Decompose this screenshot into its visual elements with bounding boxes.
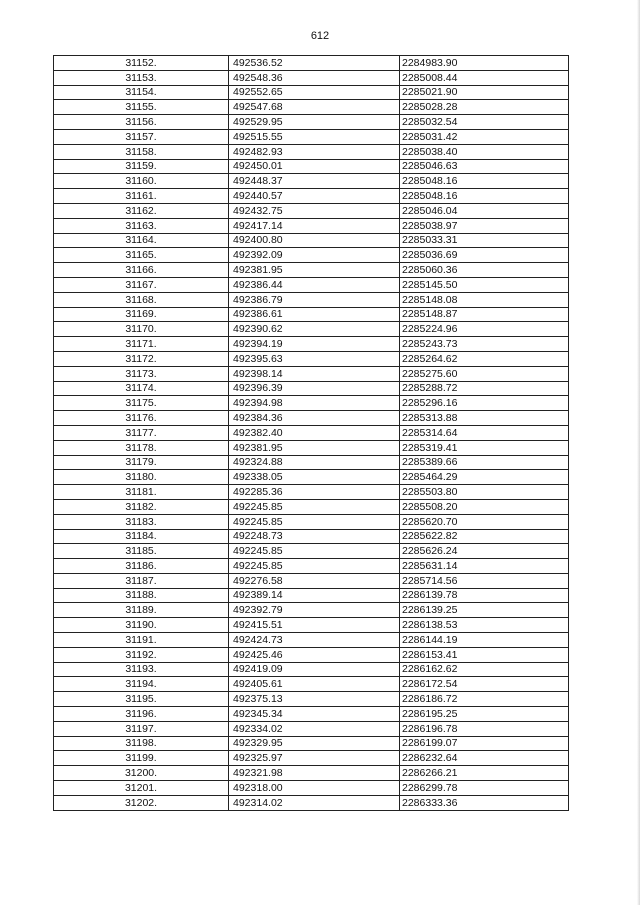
- y-coordinate-cell: 2285046.63: [400, 159, 569, 174]
- table-row: [54, 795, 569, 810]
- x-coordinate-cell: 492321.98: [229, 766, 400, 781]
- point-number-cell: 31171.: [54, 337, 229, 352]
- point-number-cell: 31169.: [54, 307, 229, 322]
- table-row: [54, 485, 569, 500]
- x-coordinate-cell: 492552.65: [229, 85, 400, 100]
- table-row: [54, 233, 569, 248]
- y-coordinate-cell: 2285031.42: [400, 129, 569, 144]
- x-coordinate-cell: 492314.02: [229, 795, 400, 810]
- x-coordinate-cell: 492248.73: [229, 529, 400, 544]
- point-number-cell: 31179.: [54, 455, 229, 470]
- table-row: [54, 618, 569, 633]
- y-coordinate-cell: 2285389.66: [400, 455, 569, 470]
- table-row: [54, 203, 569, 218]
- y-coordinate-cell: 2285631.14: [400, 559, 569, 574]
- y-coordinate-cell: 2285622.82: [400, 529, 569, 544]
- x-coordinate-cell: 492425.46: [229, 647, 400, 662]
- table-row: [54, 218, 569, 233]
- point-number-cell: 31154.: [54, 85, 229, 100]
- table-row: [54, 381, 569, 396]
- y-coordinate-cell: 2285060.36: [400, 263, 569, 278]
- table-row: [54, 751, 569, 766]
- table-row: [54, 692, 569, 707]
- point-number-cell: 31162.: [54, 203, 229, 218]
- table-row: [54, 411, 569, 426]
- table-row: [54, 159, 569, 174]
- y-coordinate-cell: 2285145.50: [400, 277, 569, 292]
- y-coordinate-cell: 2285148.08: [400, 292, 569, 307]
- x-coordinate-cell: 492394.19: [229, 337, 400, 352]
- table-row: [54, 174, 569, 189]
- x-coordinate-cell: 492450.01: [229, 159, 400, 174]
- point-number-cell: 31156.: [54, 115, 229, 130]
- point-number-cell: 31191.: [54, 633, 229, 648]
- y-coordinate-cell: 2285313.88: [400, 411, 569, 426]
- table-row: [54, 544, 569, 559]
- point-number-cell: 31159.: [54, 159, 229, 174]
- table-row: [54, 70, 569, 85]
- table-row: [54, 322, 569, 337]
- point-number-cell: 31152.: [54, 56, 229, 71]
- y-coordinate-cell: 2285028.28: [400, 100, 569, 115]
- y-coordinate-cell: 2285319.41: [400, 440, 569, 455]
- point-number-cell: 31180.: [54, 470, 229, 485]
- point-number-cell: 31170.: [54, 322, 229, 337]
- point-number-cell: 31160.: [54, 174, 229, 189]
- y-coordinate-cell: 2285620.70: [400, 514, 569, 529]
- x-coordinate-cell: 492448.37: [229, 174, 400, 189]
- table-row: [54, 721, 569, 736]
- point-number-cell: 31181.: [54, 485, 229, 500]
- y-coordinate-cell: 2285224.96: [400, 322, 569, 337]
- page-number: 612: [310, 30, 330, 42]
- x-coordinate-cell: 492384.36: [229, 411, 400, 426]
- point-number-cell: 31155.: [54, 100, 229, 115]
- point-number-cell: 31178.: [54, 440, 229, 455]
- x-coordinate-cell: 492318.00: [229, 781, 400, 796]
- table-row: [54, 499, 569, 514]
- x-coordinate-cell: 492400.80: [229, 233, 400, 248]
- y-coordinate-cell: 2286199.07: [400, 736, 569, 751]
- y-coordinate-cell: 2286232.64: [400, 751, 569, 766]
- point-number-cell: 31164.: [54, 233, 229, 248]
- point-number-cell: 31200.: [54, 766, 229, 781]
- point-number-cell: 31173.: [54, 366, 229, 381]
- x-coordinate-cell: 492386.44: [229, 277, 400, 292]
- point-number-cell: 31166.: [54, 263, 229, 278]
- x-coordinate-cell: 492394.98: [229, 396, 400, 411]
- y-coordinate-cell: 2285714.56: [400, 573, 569, 588]
- x-coordinate-cell: 492432.75: [229, 203, 400, 218]
- table-row: [54, 396, 569, 411]
- point-number-cell: 31153.: [54, 70, 229, 85]
- x-coordinate-cell: 492415.51: [229, 618, 400, 633]
- x-coordinate-cell: 492386.79: [229, 292, 400, 307]
- y-coordinate-cell: 2285314.64: [400, 425, 569, 440]
- table-row: [54, 440, 569, 455]
- table-row: [54, 677, 569, 692]
- y-coordinate-cell: 2286139.25: [400, 603, 569, 618]
- table-row: [54, 277, 569, 292]
- x-coordinate-cell: 492390.62: [229, 322, 400, 337]
- table-row: [54, 603, 569, 618]
- x-coordinate-cell: 492396.39: [229, 381, 400, 396]
- point-number-cell: 31172.: [54, 351, 229, 366]
- y-coordinate-cell: 2285264.62: [400, 351, 569, 366]
- table-row: [54, 263, 569, 278]
- x-coordinate-cell: 492392.79: [229, 603, 400, 618]
- table-row: [54, 129, 569, 144]
- table-row: [54, 248, 569, 263]
- point-number-cell: 31184.: [54, 529, 229, 544]
- x-coordinate-cell: 492386.61: [229, 307, 400, 322]
- point-number-cell: 31202.: [54, 795, 229, 810]
- x-coordinate-cell: 492424.73: [229, 633, 400, 648]
- point-number-cell: 31194.: [54, 677, 229, 692]
- y-coordinate-cell: 2285288.72: [400, 381, 569, 396]
- y-coordinate-cell: 2285046.04: [400, 203, 569, 218]
- x-coordinate-cell: 492398.14: [229, 366, 400, 381]
- x-coordinate-cell: 492417.14: [229, 218, 400, 233]
- point-number-cell: 31158.: [54, 144, 229, 159]
- point-number-cell: 31189.: [54, 603, 229, 618]
- y-coordinate-cell: 2285243.73: [400, 337, 569, 352]
- point-number-cell: 31165.: [54, 248, 229, 263]
- point-number-cell: 31199.: [54, 751, 229, 766]
- x-coordinate-cell: 492382.40: [229, 425, 400, 440]
- point-number-cell: 31157.: [54, 129, 229, 144]
- point-number-cell: 31163.: [54, 218, 229, 233]
- y-coordinate-cell: 2285036.69: [400, 248, 569, 263]
- table-row: [54, 337, 569, 352]
- x-coordinate-cell: 492389.14: [229, 588, 400, 603]
- table-row: [54, 366, 569, 381]
- table-row: [54, 100, 569, 115]
- table-row: [54, 307, 569, 322]
- point-number-cell: 31183.: [54, 514, 229, 529]
- y-coordinate-cell: 2286195.25: [400, 707, 569, 722]
- point-number-cell: 31186.: [54, 559, 229, 574]
- y-coordinate-cell: 2285508.20: [400, 499, 569, 514]
- y-coordinate-cell: 2286266.21: [400, 766, 569, 781]
- x-coordinate-cell: 492405.61: [229, 677, 400, 692]
- y-coordinate-cell: 2285021.90: [400, 85, 569, 100]
- y-coordinate-cell: 2286138.53: [400, 618, 569, 633]
- point-number-cell: 31177.: [54, 425, 229, 440]
- point-number-cell: 31195.: [54, 692, 229, 707]
- x-coordinate-cell: 492395.63: [229, 351, 400, 366]
- table-row: [54, 85, 569, 100]
- point-number-cell: 31198.: [54, 736, 229, 751]
- table-row: [54, 633, 569, 648]
- point-number-cell: 31188.: [54, 588, 229, 603]
- table-row: [54, 144, 569, 159]
- table-row: [54, 189, 569, 204]
- coordinates-table: [53, 55, 569, 811]
- y-coordinate-cell: 2285275.60: [400, 366, 569, 381]
- x-coordinate-cell: 492515.55: [229, 129, 400, 144]
- point-number-cell: 31196.: [54, 707, 229, 722]
- table-row: [54, 115, 569, 130]
- table-row: [54, 425, 569, 440]
- x-coordinate-cell: 492392.09: [229, 248, 400, 263]
- y-coordinate-cell: 2286172.54: [400, 677, 569, 692]
- y-coordinate-cell: 2285503.80: [400, 485, 569, 500]
- point-number-cell: 31187.: [54, 573, 229, 588]
- x-coordinate-cell: 492548.36: [229, 70, 400, 85]
- y-coordinate-cell: 2286299.78: [400, 781, 569, 796]
- point-number-cell: 31182.: [54, 499, 229, 514]
- x-coordinate-cell: 492334.02: [229, 721, 400, 736]
- y-coordinate-cell: 2286162.62: [400, 662, 569, 677]
- table-row: [54, 56, 569, 71]
- x-coordinate-cell: 492338.05: [229, 470, 400, 485]
- table-row: [54, 514, 569, 529]
- x-coordinate-cell: 492329.95: [229, 736, 400, 751]
- y-coordinate-cell: 2285626.24: [400, 544, 569, 559]
- x-coordinate-cell: 492324.88: [229, 455, 400, 470]
- y-coordinate-cell: 2284983.90: [400, 56, 569, 71]
- table-row: [54, 559, 569, 574]
- x-coordinate-cell: 492245.85: [229, 499, 400, 514]
- x-coordinate-cell: 492285.36: [229, 485, 400, 500]
- x-coordinate-cell: 492245.85: [229, 559, 400, 574]
- x-coordinate-cell: 492245.85: [229, 514, 400, 529]
- y-coordinate-cell: 2286333.36: [400, 795, 569, 810]
- y-coordinate-cell: 2285048.16: [400, 174, 569, 189]
- y-coordinate-cell: 2286144.19: [400, 633, 569, 648]
- x-coordinate-cell: 492276.58: [229, 573, 400, 588]
- y-coordinate-cell: 2286139.78: [400, 588, 569, 603]
- point-number-cell: 31201.: [54, 781, 229, 796]
- point-number-cell: 31185.: [54, 544, 229, 559]
- table-row: [54, 455, 569, 470]
- x-coordinate-cell: 492547.68: [229, 100, 400, 115]
- y-coordinate-cell: 2285032.54: [400, 115, 569, 130]
- table-row: [54, 736, 569, 751]
- x-coordinate-cell: 492345.34: [229, 707, 400, 722]
- table-row: [54, 573, 569, 588]
- point-number-cell: 31175.: [54, 396, 229, 411]
- x-coordinate-cell: 492529.95: [229, 115, 400, 130]
- x-coordinate-cell: 492325.97: [229, 751, 400, 766]
- point-number-cell: 31192.: [54, 647, 229, 662]
- point-number-cell: 31197.: [54, 721, 229, 736]
- y-coordinate-cell: 2285148.87: [400, 307, 569, 322]
- y-coordinate-cell: 2285464.29: [400, 470, 569, 485]
- table-row: [54, 529, 569, 544]
- y-coordinate-cell: 2286186.72: [400, 692, 569, 707]
- table-row: [54, 292, 569, 307]
- table-row: [54, 662, 569, 677]
- point-number-cell: 31190.: [54, 618, 229, 633]
- y-coordinate-cell: 2285038.40: [400, 144, 569, 159]
- point-number-cell: 31168.: [54, 292, 229, 307]
- y-coordinate-cell: 2285048.16: [400, 189, 569, 204]
- coordinates-table-body: [54, 56, 569, 811]
- y-coordinate-cell: 2286196.78: [400, 721, 569, 736]
- y-coordinate-cell: 2285038.97: [400, 218, 569, 233]
- point-number-cell: 31174.: [54, 381, 229, 396]
- x-coordinate-cell: 492381.95: [229, 263, 400, 278]
- table-row: [54, 647, 569, 662]
- x-coordinate-cell: 492440.57: [229, 189, 400, 204]
- table-row: [54, 470, 569, 485]
- point-number-cell: 31167.: [54, 277, 229, 292]
- y-coordinate-cell: 2285008.44: [400, 70, 569, 85]
- x-coordinate-cell: 492536.52: [229, 56, 400, 71]
- table-row: [54, 766, 569, 781]
- y-coordinate-cell: 2285296.16: [400, 396, 569, 411]
- y-coordinate-cell: 2286153.41: [400, 647, 569, 662]
- table-row: [54, 781, 569, 796]
- table-row: [54, 707, 569, 722]
- table-row: [54, 351, 569, 366]
- point-number-cell: 31176.: [54, 411, 229, 426]
- x-coordinate-cell: 492375.13: [229, 692, 400, 707]
- x-coordinate-cell: 492245.85: [229, 544, 400, 559]
- x-coordinate-cell: 492381.95: [229, 440, 400, 455]
- x-coordinate-cell: 492419.09: [229, 662, 400, 677]
- y-coordinate-cell: 2285033.31: [400, 233, 569, 248]
- table-row: [54, 588, 569, 603]
- point-number-cell: 31161.: [54, 189, 229, 204]
- point-number-cell: 31193.: [54, 662, 229, 677]
- x-coordinate-cell: 492482.93: [229, 144, 400, 159]
